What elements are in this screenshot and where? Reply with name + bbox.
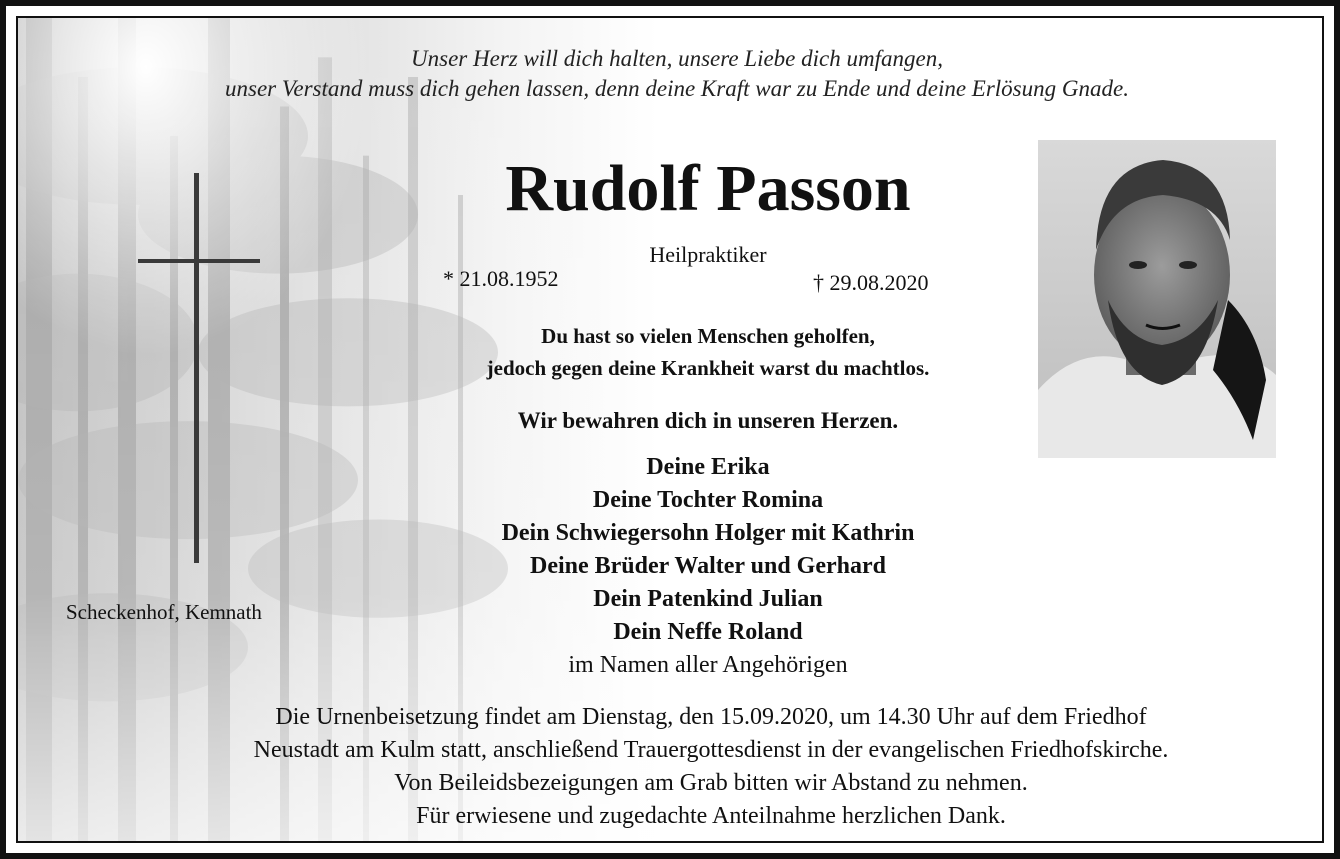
mourner-line: Deine Tochter Romina [592, 487, 824, 513]
obituary-inner-border [16, 16, 1324, 843]
mourner-line: Deine Brüder Walter und Gerhard [529, 553, 886, 579]
funeral-notice-line: Die Urnenbeisetzung findet am Dienstag, den 15.09.2020, um 14.30 Uhr auf dem Friedhof [275, 704, 1147, 730]
funeral-notice-line: Neustadt am Kulm statt, anschließend Trauergottesdienst in der evangelischen Friedhofskirche. [253, 737, 1169, 763]
portrait-illustration [1038, 140, 1276, 458]
mourner-line: Dein Schwiegersohn Holger mit Kathrin [501, 520, 915, 546]
portrait-photo [1038, 140, 1276, 458]
deceased-profession: Heilpraktiker [649, 242, 767, 267]
place-of-residence: Scheckenhof, Kemnath [66, 600, 262, 624]
quote-line-2: unser Verstand muss dich gehen lassen, denn deine Kraft war zu Ende und deine Erlösung Gnade. [225, 76, 1129, 101]
mourners-footer: im Namen aller Angehörigen [568, 652, 848, 678]
quote-line-1: Unser Herz will dich halten, unsere Liebe dich umfangen, [411, 46, 943, 71]
mourner-line: Dein Patenkind Julian [593, 586, 823, 612]
mourner-line: Dein Neffe Roland [613, 619, 803, 645]
mourner-line: Deine Erika [646, 454, 770, 480]
birth-date: * 21.08.1952 [443, 266, 559, 291]
funeral-notice-line: Für erwiesene und zugedachte Anteilnahme herzlichen Dank. [416, 803, 1006, 829]
message-line-3: Wir bewahren dich in unseren Herzen. [517, 408, 899, 433]
funeral-notice-line: Von Beileidsbezeigungen am Grab bitten wir Abstand zu nehmen. [394, 770, 1028, 796]
message-line-2: jedoch gegen deine Krankheit warst du machtlos. [486, 356, 930, 380]
deceased-name: Rudolf Passon [505, 152, 911, 225]
cross-icon [138, 173, 260, 563]
message-line-1: Du hast so vielen Menschen geholfen, [541, 324, 875, 348]
death-date: † 29.08.2020 [813, 270, 929, 295]
